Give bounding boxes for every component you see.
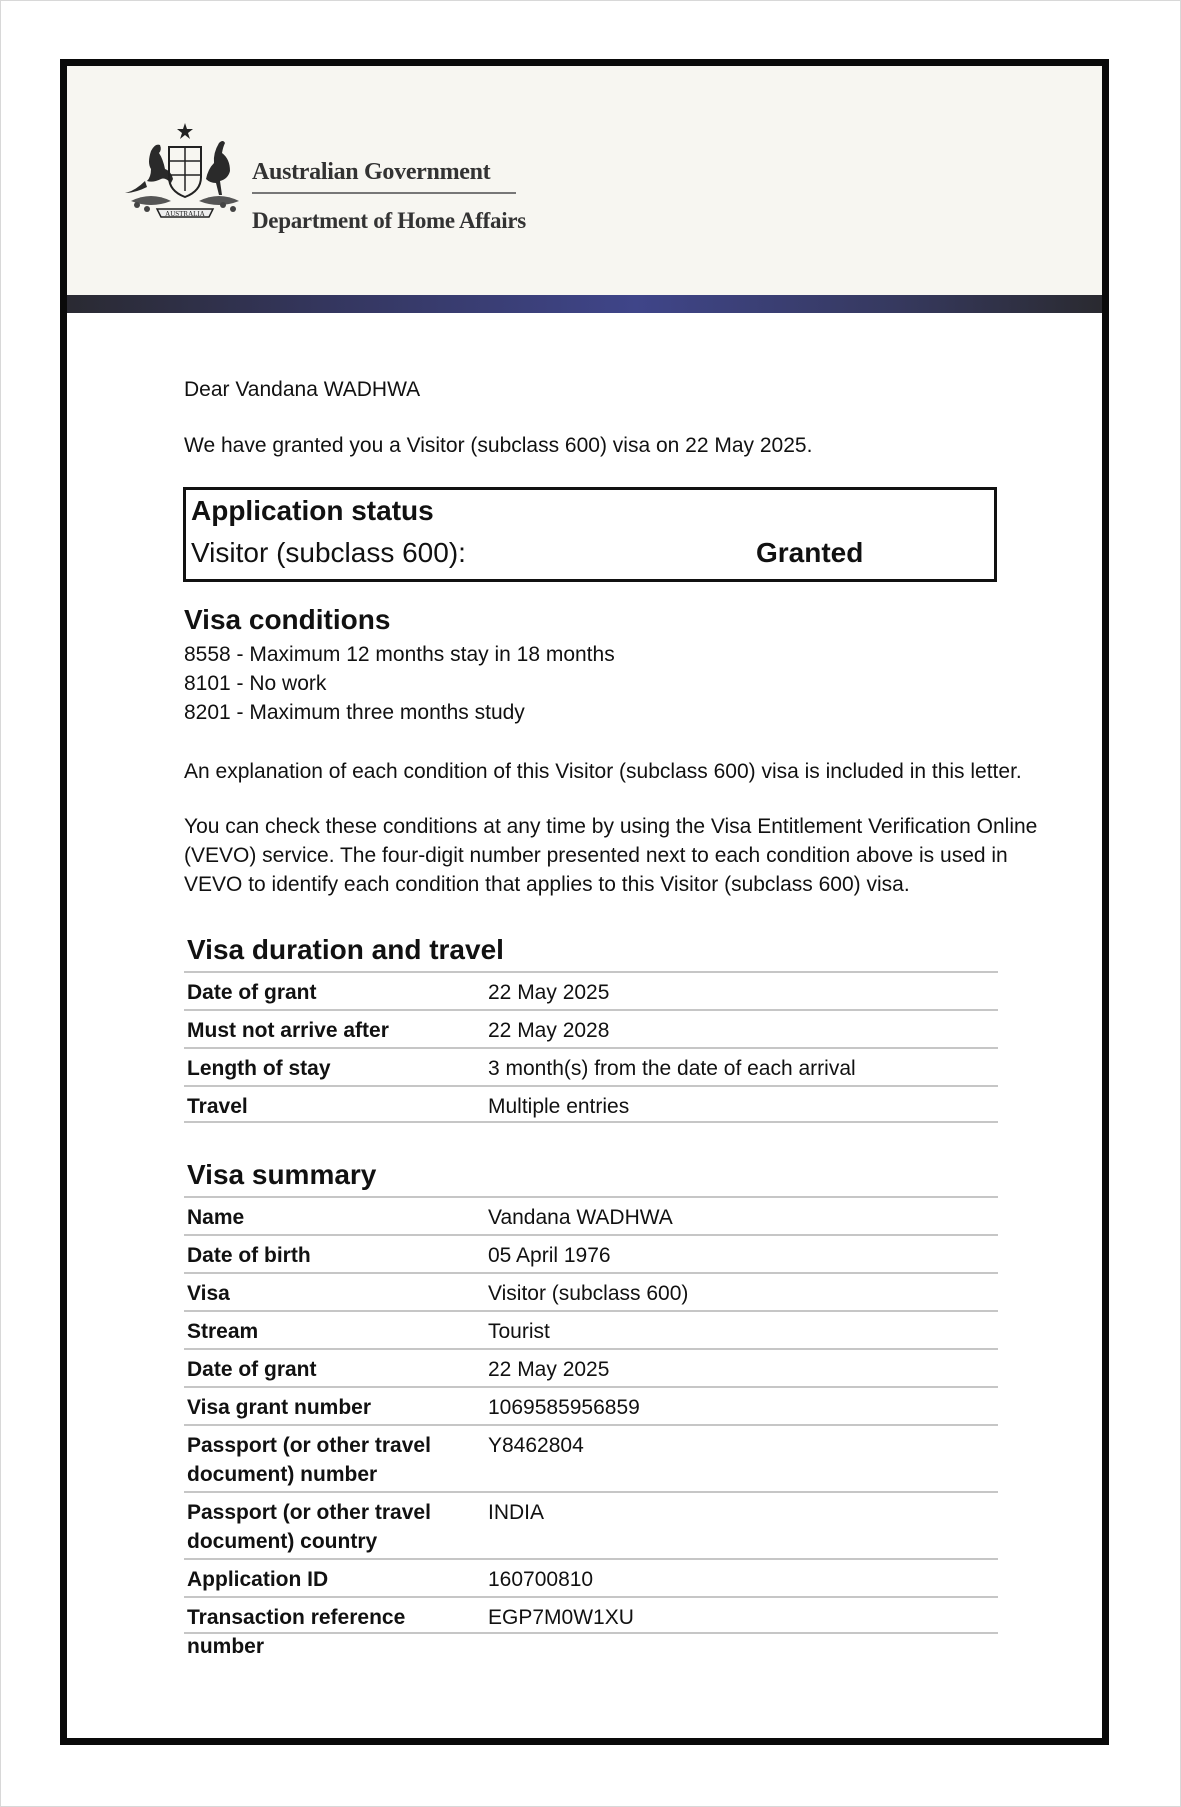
government-name: Australian Government (252, 159, 491, 185)
letterhead (67, 66, 1102, 295)
row-value: EGP7M0W1XU (488, 1606, 634, 1629)
row-value: 1069585956859 (488, 1396, 640, 1419)
visa-grant-letter (60, 59, 1109, 1745)
department-name: Department of Home Affairs (252, 208, 526, 233)
table-row (184, 971, 998, 1009)
row-value: 22 May 2025 (488, 1358, 610, 1381)
vevo-line: VEVO to identify each condition that applies to this Visitor (subclass 600) visa. (184, 873, 910, 896)
coat-of-arms-icon (123, 121, 247, 231)
row-value: Tourist (488, 1320, 550, 1343)
grant-intro: We have granted you a Visitor (subclass 600) visa on 22 May 2025. (184, 434, 813, 457)
table-row (184, 1085, 998, 1123)
status-value: Granted (756, 537, 864, 568)
row-value: 3 month(s) from the date of each arrival (488, 1057, 856, 1080)
vevo-line: (VEVO) service. The four-digit number presented next to each condition above is used in (184, 844, 1008, 867)
application-status-box (183, 487, 997, 582)
condition-item: 8201 - Maximum three months study (184, 701, 525, 724)
header-band (67, 295, 1102, 313)
table-row (184, 1424, 998, 1491)
table-row (184, 1009, 998, 1047)
table-row (184, 1558, 998, 1596)
visa-duration-table (184, 971, 998, 1123)
visa-summary-heading: Visa summary (187, 1159, 377, 1190)
row-label: Date of grant (187, 981, 317, 1004)
row-value: INDIA (488, 1501, 545, 1524)
row-label: Length of stay (187, 1057, 331, 1080)
row-label-line: Passport (or other travel (187, 1501, 431, 1524)
row-label: Name (187, 1206, 245, 1229)
row-value: Multiple entries (488, 1095, 630, 1118)
condition-item: 8558 - Maximum 12 months stay in 18 months (184, 643, 615, 666)
table-row (184, 1272, 998, 1310)
row-label (187, 1498, 472, 1556)
status-title: Application status (191, 495, 434, 526)
row-label: Must not arrive after (187, 1019, 389, 1042)
visa-duration-heading: Visa duration and travel (187, 934, 504, 965)
row-label: Travel (187, 1095, 248, 1118)
letterhead-divider (252, 192, 516, 194)
conditions-explanation: An explanation of each condition of this Visitor (subclass 600) visa is included in this letter. (184, 760, 1022, 783)
visa-summary-table (184, 1196, 998, 1658)
row-label: Stream (187, 1320, 259, 1343)
table-row (184, 1348, 998, 1386)
row-value: 22 May 2025 (488, 981, 610, 1004)
row-value: 160700810 (488, 1568, 594, 1591)
table-row (184, 1047, 998, 1085)
table-row (184, 1310, 998, 1348)
row-label-line: document) number (187, 1463, 378, 1486)
status-label: Visitor (subclass 600): (191, 537, 466, 568)
table-row (184, 1491, 998, 1558)
row-value: Y8462804 (488, 1434, 584, 1457)
row-label (187, 1431, 472, 1489)
table-row (184, 1234, 998, 1272)
row-value: 05 April 1976 (488, 1244, 611, 1267)
row-label-line: document) country (187, 1530, 378, 1553)
table-row (184, 1196, 998, 1234)
condition-item: 8101 - No work (184, 672, 327, 695)
row-label: Visa (187, 1282, 230, 1305)
svg-text:AUSTRALIA: AUSTRALIA (165, 210, 205, 218)
row-label: Date of grant (187, 1358, 317, 1381)
row-value: Visitor (subclass 600) (488, 1282, 689, 1305)
row-label: Visa grant number (187, 1396, 371, 1419)
salutation: Dear Vandana WADHWA (184, 378, 421, 401)
row-label: Transaction reference number (187, 1606, 406, 1658)
row-value: 22 May 2028 (488, 1019, 610, 1042)
row-label: Date of birth (187, 1244, 311, 1267)
visa-conditions-heading: Visa conditions (184, 604, 391, 635)
row-label: Application ID (187, 1568, 329, 1591)
table-row (184, 1386, 998, 1424)
vevo-line: You can check these conditions at any time by using the Visa Entitlement Verification Online (184, 815, 1038, 838)
table-row (184, 1596, 998, 1658)
row-label-line: Passport (or other travel (187, 1434, 431, 1457)
row-value: Vandana WADHWA (488, 1206, 673, 1229)
